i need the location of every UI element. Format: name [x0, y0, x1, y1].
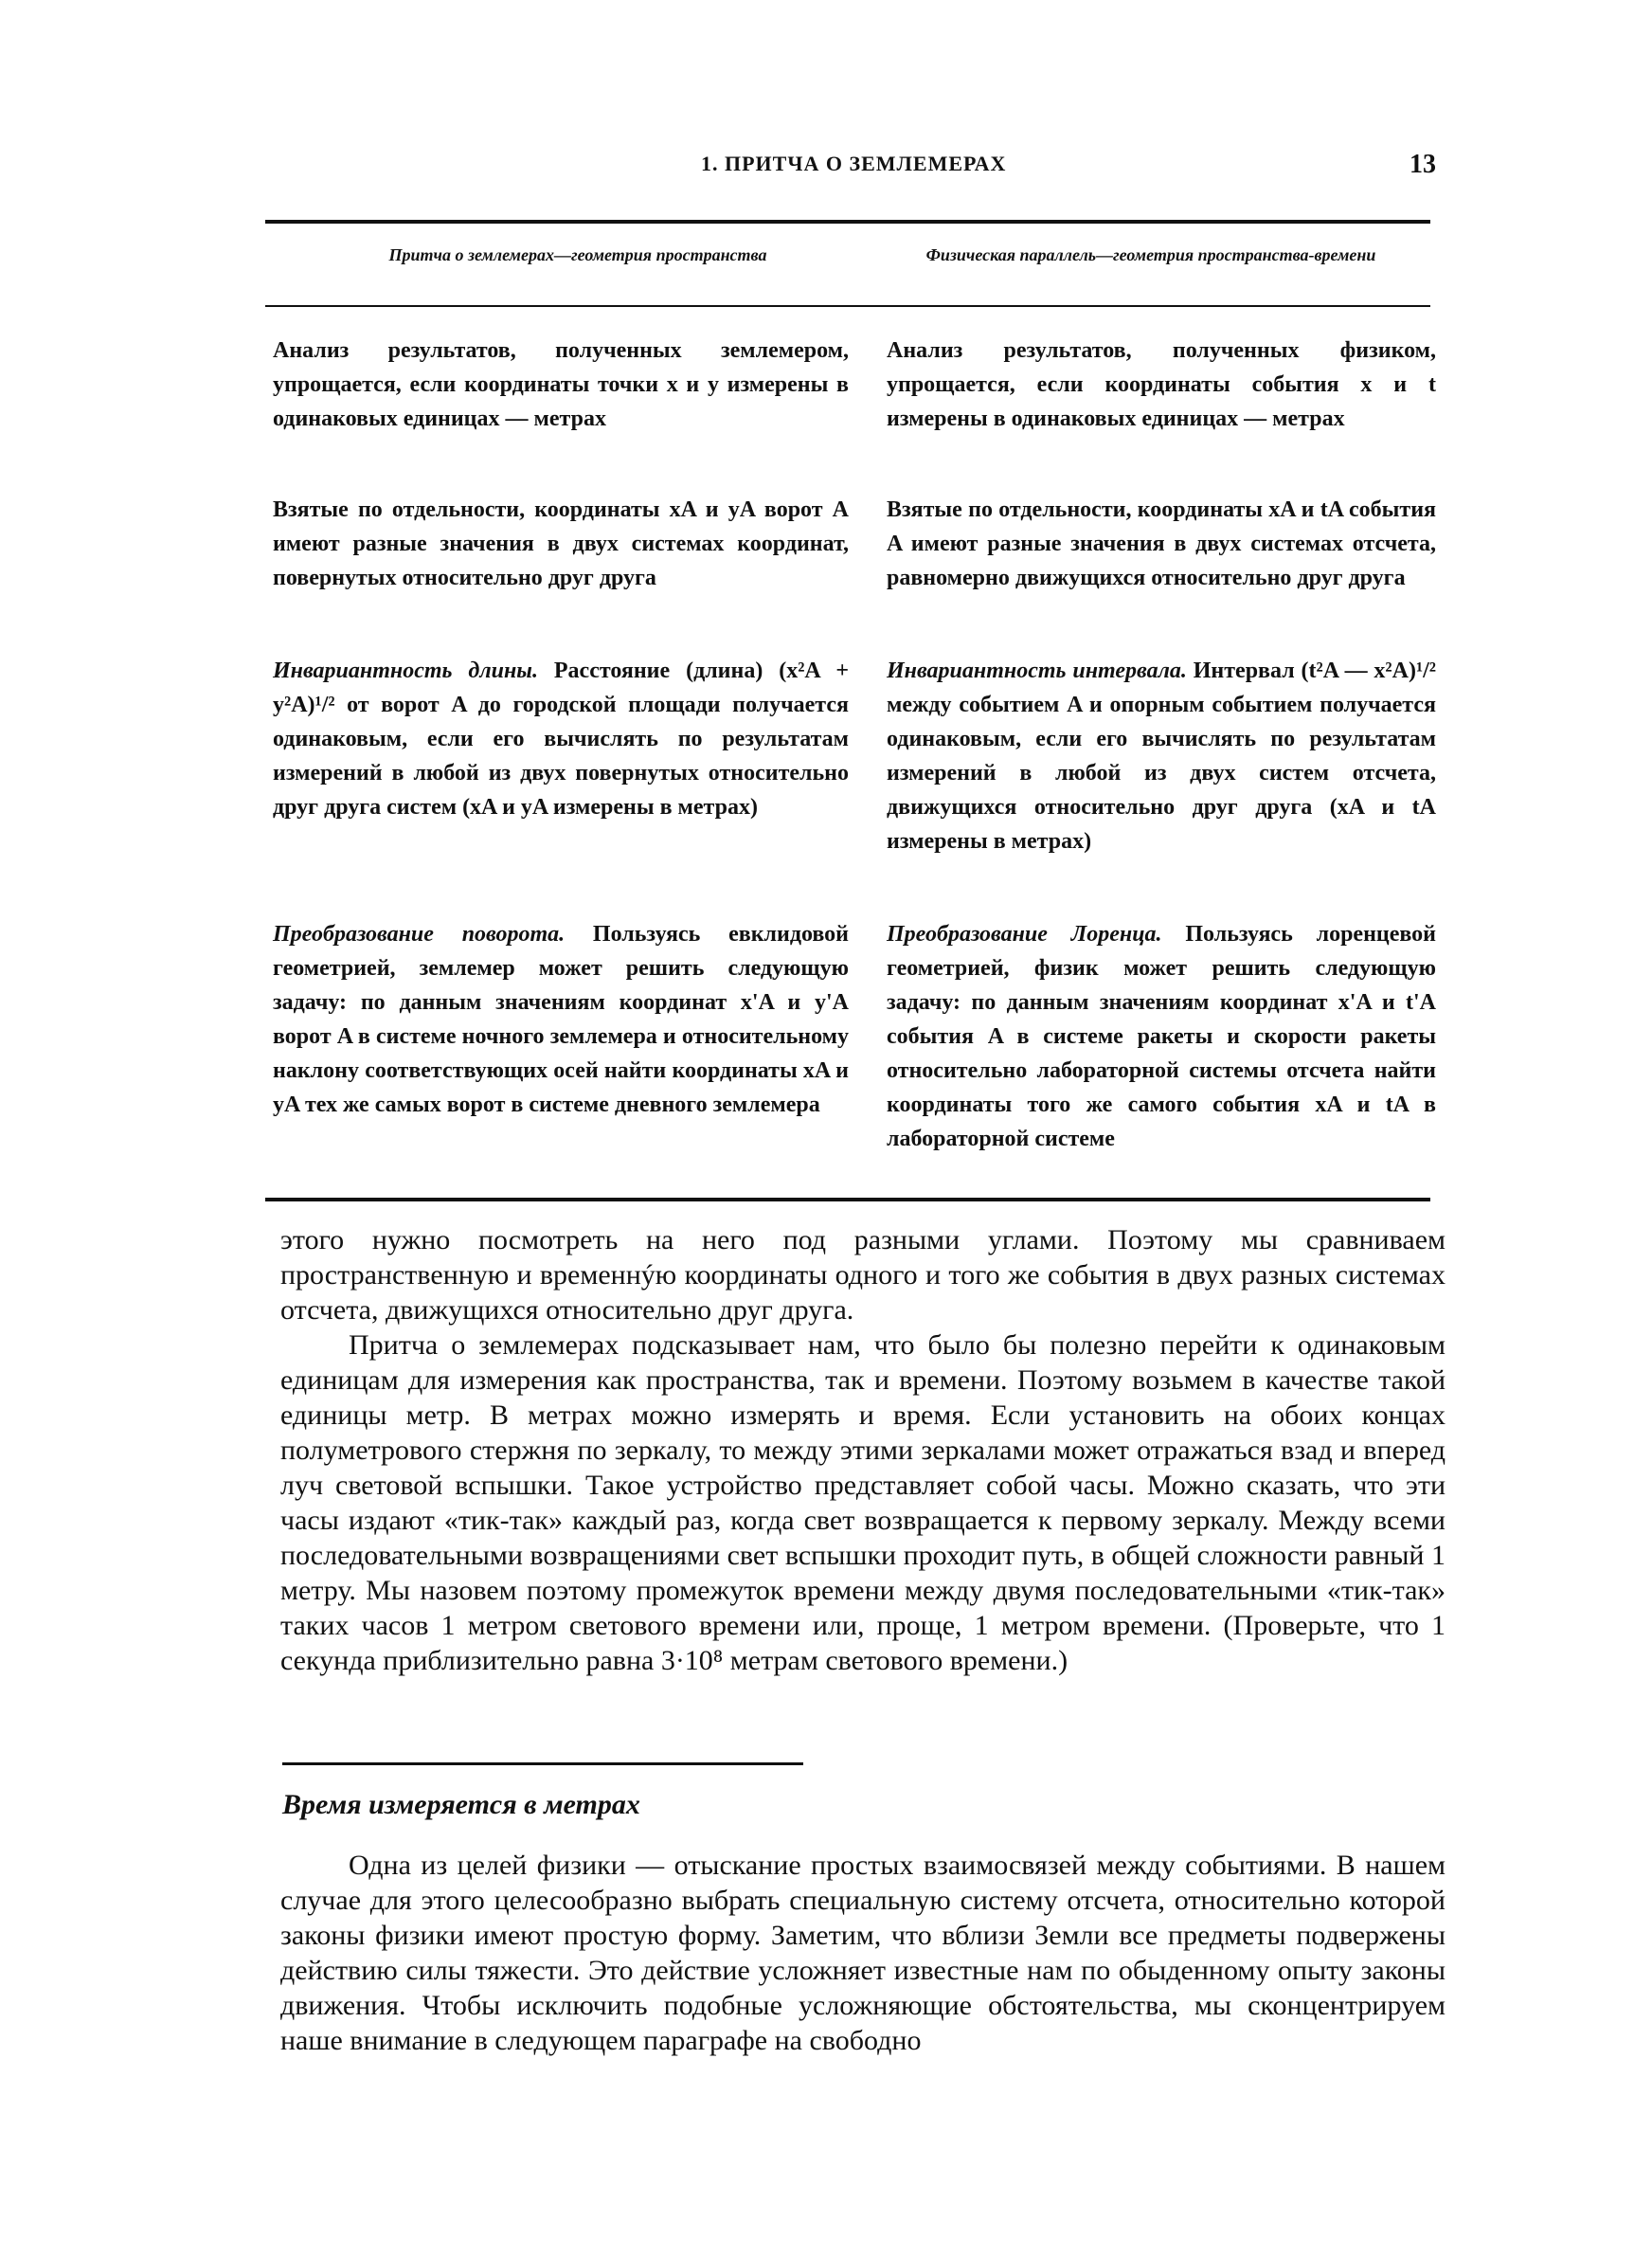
paragraph: этого нужно посмотреть на него под разными углами. Поэтому мы сравниваем пространственную и временнýю координаты одного и того же события в двух разных системах отсчета, движущихся относительно друг друга.	[280, 1224, 1446, 1326]
cell-text: Пользуясь лоренцевой геометрией, физик может решить следующую задачу: по данным значениям координат x'A и t'A события A в системе ракеты и скорости ракеты относительно лабораторной системы отсчета найти координаты того же самого события xA и tA в лабораторной системе	[887, 922, 1437, 1151]
paragraph: Одна из целей физики — отыскание простых взаимосвязей между событиями. В нашем случае для этого целесообразно выбрать специальную систему отсчета, относительно которой законы физики имеют простую форму. Заметим, что вблизи Земли все предметы подвержены действию силы тяжести. Это действие усложняет известные нам по обыденному опыту законы движения. Чтобы исключить подобные усложняющие обстоятельства, мы сконцентрируем наше внимание в следующем параграфе на свободно	[280, 1850, 1446, 2056]
cell-text: Взятые по отдельности, координаты xA и yA ворот A имеют разные значения в двух системах координат, повернутых относительно друг друга	[273, 497, 849, 590]
section-body-text	[280, 1848, 1446, 2058]
body-text	[280, 1222, 1446, 1678]
table-cell-left-row-2	[273, 493, 849, 595]
running-title: 1. ПРИТЧА О ЗЕМЛЕМЕРАХ	[701, 152, 1007, 175]
table-header-rule	[265, 305, 1430, 307]
table-column-header-left: Притча о землемерах—геометрия пространства	[388, 245, 767, 264]
cell-text: Интервал (t²A — x²A)¹/² между событием A и опорным событием получается одинаковым, если его вычислять по результатам измерений в любой из двух систем отсчета, движущихся относительно друг друга (xA и tA измерены в метрах)	[887, 659, 1437, 854]
page-number: 13	[1410, 150, 1436, 179]
cell-text: Пользуясь евклидовой геометрией, землемер может решить следующую задачу: по данным значениям координат x'A и y'A ворот A в системе ночного землемера и относительному наклону соответствующих осей найти координаты xA и yA тех же самых ворот в системе дневного землемера	[273, 922, 849, 1117]
cell-text: Взятые по отдельности, координаты xA и tA события A имеют разные значения в двух системах отсчета, равномерно движущихся относительно друг друга	[887, 497, 1436, 590]
table-cell-left-row-1	[273, 334, 849, 436]
cell-text: Расстояние (длина) (x²A + y²A)¹/² от ворот A до городской площади получается одинаковым, если его вычислять по результатам измерений в любой из двух повернутых относительно друг друга систем (xA и yA измерены в метрах)	[273, 659, 850, 820]
cell-text: Анализ результатов, полученных физиком, упрощается, если координаты события x и t измерены в одинаковых единицах — метрах	[887, 338, 1436, 431]
table-cell-right-row-3	[887, 654, 1436, 858]
section-separator-rule	[282, 1762, 803, 1765]
cell-lead: Преобразование Лоренца.	[887, 922, 1162, 947]
paragraph: Притча о землемерах подсказывает нам, что было бы полезно перейти к одинаковым единицам для измерения как пространства, так и времени. Поэтому возьмем в качестве такой единицы метр. В метрах можно измерять и время. Если установить на обоих концах полуметрового стержня по зеркалу, то между этими зеркалами может отражаться взад и вперед луч световой вспышки. Такое устройство представляет собой часы. Можно сказать, что эти часы издают «тик-так» каждый раз, когда свет возвращается к первому зеркалу. Между всеми последовательными возвращениями свет вспышки проходит путь, в общей сложности равный 1 метру. Мы назовем поэтому промежуток времени между двумя последовательными «тик-так» таких часов 1 метром светового времени или, проще, 1 метром времени. (Проверьте, что 1 секунда приблизительно равна 3·10⁸ метрам светового времени.)	[280, 1329, 1446, 1676]
table-cell-right-row-2	[887, 493, 1436, 595]
cell-lead: Преобразование поворота.	[273, 922, 566, 947]
table-column-header-right: Физическая параллель—геометрия пространства-времени	[925, 245, 1376, 264]
table-cell-left-row-3	[273, 654, 849, 824]
table-cell-right-row-4	[887, 917, 1436, 1156]
cell-lead: Инвариантность интервала.	[887, 659, 1187, 683]
table-cell-right-row-1	[887, 334, 1436, 436]
table-bottom-rule	[265, 1198, 1430, 1201]
cell-lead: Инвариантность длины.	[273, 659, 538, 683]
table-top-rule	[265, 220, 1430, 224]
cell-text: Анализ результатов, полученных землемером, упрощается, если координаты точки x и y измерены в одинаковых единицах — метрах	[273, 338, 849, 431]
table-cell-left-row-4	[273, 917, 849, 1122]
section-title: Время измеряется в метрах	[282, 1789, 640, 1820]
